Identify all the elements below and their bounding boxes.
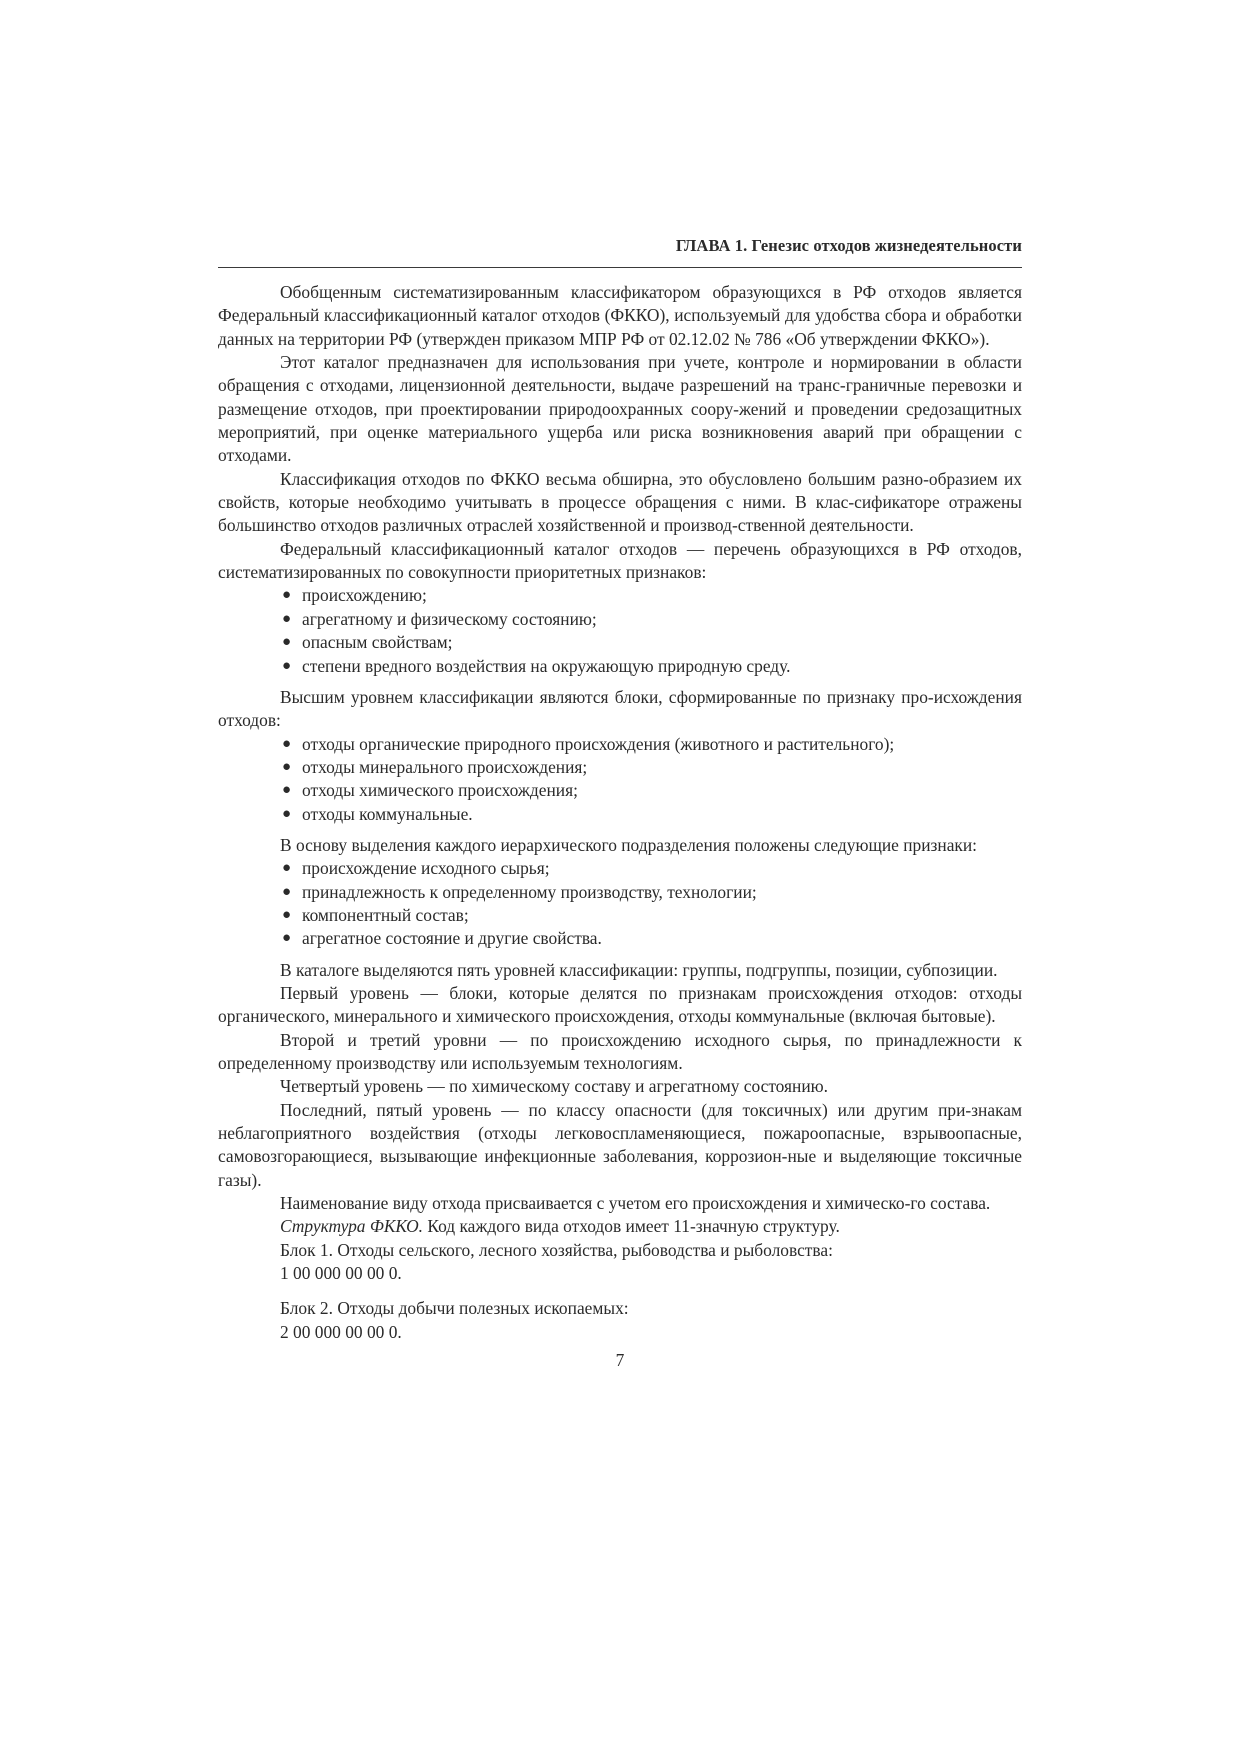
block-2-code: 2 00 000 00 00 0. xyxy=(280,1321,402,1342)
page-number: 7 xyxy=(615,1350,625,1371)
bullet-icon: ● xyxy=(282,758,292,775)
list-item: ● принадлежность к определенному производству, технологии; xyxy=(280,881,1022,904)
bullet-icon: ● xyxy=(282,657,292,674)
paragraph-6: В основу выделения каждого иерархического подразделения положены следующие признаки: xyxy=(280,834,978,855)
list-item: ● происхождению; xyxy=(280,584,1022,607)
paragraph-12: Наименование виду отхода присваивается с учетом его происхождения и химическо-го состава. xyxy=(280,1193,991,1214)
block-2-label: Блок 2. Отходы добычи полезных ископаемых: xyxy=(280,1298,629,1319)
paragraph-1: Обобщенным систематизированным классификатором образующихся в РФ отходов является Федеральный классификационный каталог отходов (ФККО), используемый для удобства сбора и обработки данных на территории РФ (утвержден приказом МПР РФ от 02.12.02 № 786 «Об утверждении ФККО»). xyxy=(218,282,1022,349)
list-item: ● компонентный состав; xyxy=(280,904,1022,927)
document-page xyxy=(218,236,1022,1371)
bullet-icon: ● xyxy=(282,587,292,604)
list-item: ● агрегатное состояние и другие свойства. xyxy=(280,927,1022,950)
list-item: ● отходы коммунальные. xyxy=(280,803,1022,826)
paragraph-4: Федеральный классификационный каталог отходов — перечень образующихся в РФ отходов, систематизированных по совокупности приоритетных признаков: xyxy=(218,538,1022,583)
block-1-label: Блок 1. Отходы сельского, лесного хозяйства, рыбоводства и рыболовства: xyxy=(280,1239,833,1260)
paragraph-10: Четвертый уровень — по химическому составу и агрегатному состоянию. xyxy=(280,1076,828,1097)
structure-heading: Структура ФККО. xyxy=(280,1216,424,1237)
bullet-icon: ● xyxy=(282,930,292,947)
bullet-icon: ● xyxy=(282,634,292,651)
paragraph-11: Последний, пятый уровень — по классу опасности (для токсичных) или другим при-знакам неблагоприятного воздействия (отходы легковоспламеняющиеся, пожароопасные, взрывоопасные, самовозгорающиеся, вызывающие инфекционные заболевания, коррозион-ные и выделяющие токсичные газы). xyxy=(218,1099,1022,1190)
criteria-list xyxy=(218,584,1022,677)
list-item: ● отходы минерального происхождения; xyxy=(280,756,1022,779)
list-item: ● степени вредного воздействия на окружающую природную среду. xyxy=(280,655,1022,678)
bullet-icon: ● xyxy=(282,782,292,799)
paragraph-2: Этот каталог предназначен для использования при учете, контроле и нормировании в области обращения с отходами, лицензионной деятельности, выдаче разрешений на транс-граничные перевозки и размещение отходов, при проектировании природоохранных соору-жений и проведении средозащитных мероприятий, при оценке материального ущерба или риска возникновения аварий при обращении с отходами. xyxy=(218,352,1022,466)
paragraph-13: Структура ФККО. Код каждого вида отходов имеет 11-значную структуру. xyxy=(280,1216,840,1237)
body-text xyxy=(218,281,1022,1344)
list-item: ● отходы органические природного происхождения (животного и растительного); xyxy=(280,733,1022,756)
paragraph-5: Высшим уровнем классификации являются блоки, сформированные по признаку про-исхождения отходов: xyxy=(218,686,1022,731)
blocks-list xyxy=(218,733,1022,826)
paragraph-9: Второй и третий уровни — по происхождению исходного сырья, по принадлежности к определенному производству или используемым технологиям. xyxy=(218,1029,1022,1073)
list-item: ● агрегатному и физическому состоянию; xyxy=(280,608,1022,631)
paragraph-8: Первый уровень — блоки, которые делятся по признакам происхождения отходов: отходы органического, минерального и химического происхождения, отходы коммунальные (включая бытовые). xyxy=(218,982,1022,1027)
bullet-icon: ● xyxy=(282,805,292,822)
running-header: ГЛАВА 1. Генезис отходов жизнедеятельности xyxy=(675,236,1022,255)
header-divider xyxy=(218,267,1022,268)
features-list xyxy=(218,857,1022,950)
bullet-icon: ● xyxy=(282,610,292,627)
paragraph-7: В каталоге выделяются пять уровней классификации: группы, подгруппы, позиции, субпозиции. xyxy=(280,959,998,980)
bullet-icon: ● xyxy=(282,735,292,752)
list-item: ● опасным свойствам; xyxy=(280,631,1022,654)
bullet-icon: ● xyxy=(282,860,292,877)
list-item: ● отходы химического происхождения; xyxy=(280,779,1022,802)
bullet-icon: ● xyxy=(282,883,292,900)
paragraph-3: Классификация отходов по ФККО весьма обширна, это обусловлено большим разно-образием их свойств, которые необходимо учитывать в процессе обращения с ними. В клас-сификаторе отражены большинство отходов различных отраслей хозяйственной и производ-ственной деятельности. xyxy=(218,468,1022,536)
bullet-icon: ● xyxy=(282,906,292,923)
block-1-code: 1 00 000 00 00 0. xyxy=(280,1263,402,1284)
list-item: ● происхождение исходного сырья; xyxy=(280,857,1022,880)
